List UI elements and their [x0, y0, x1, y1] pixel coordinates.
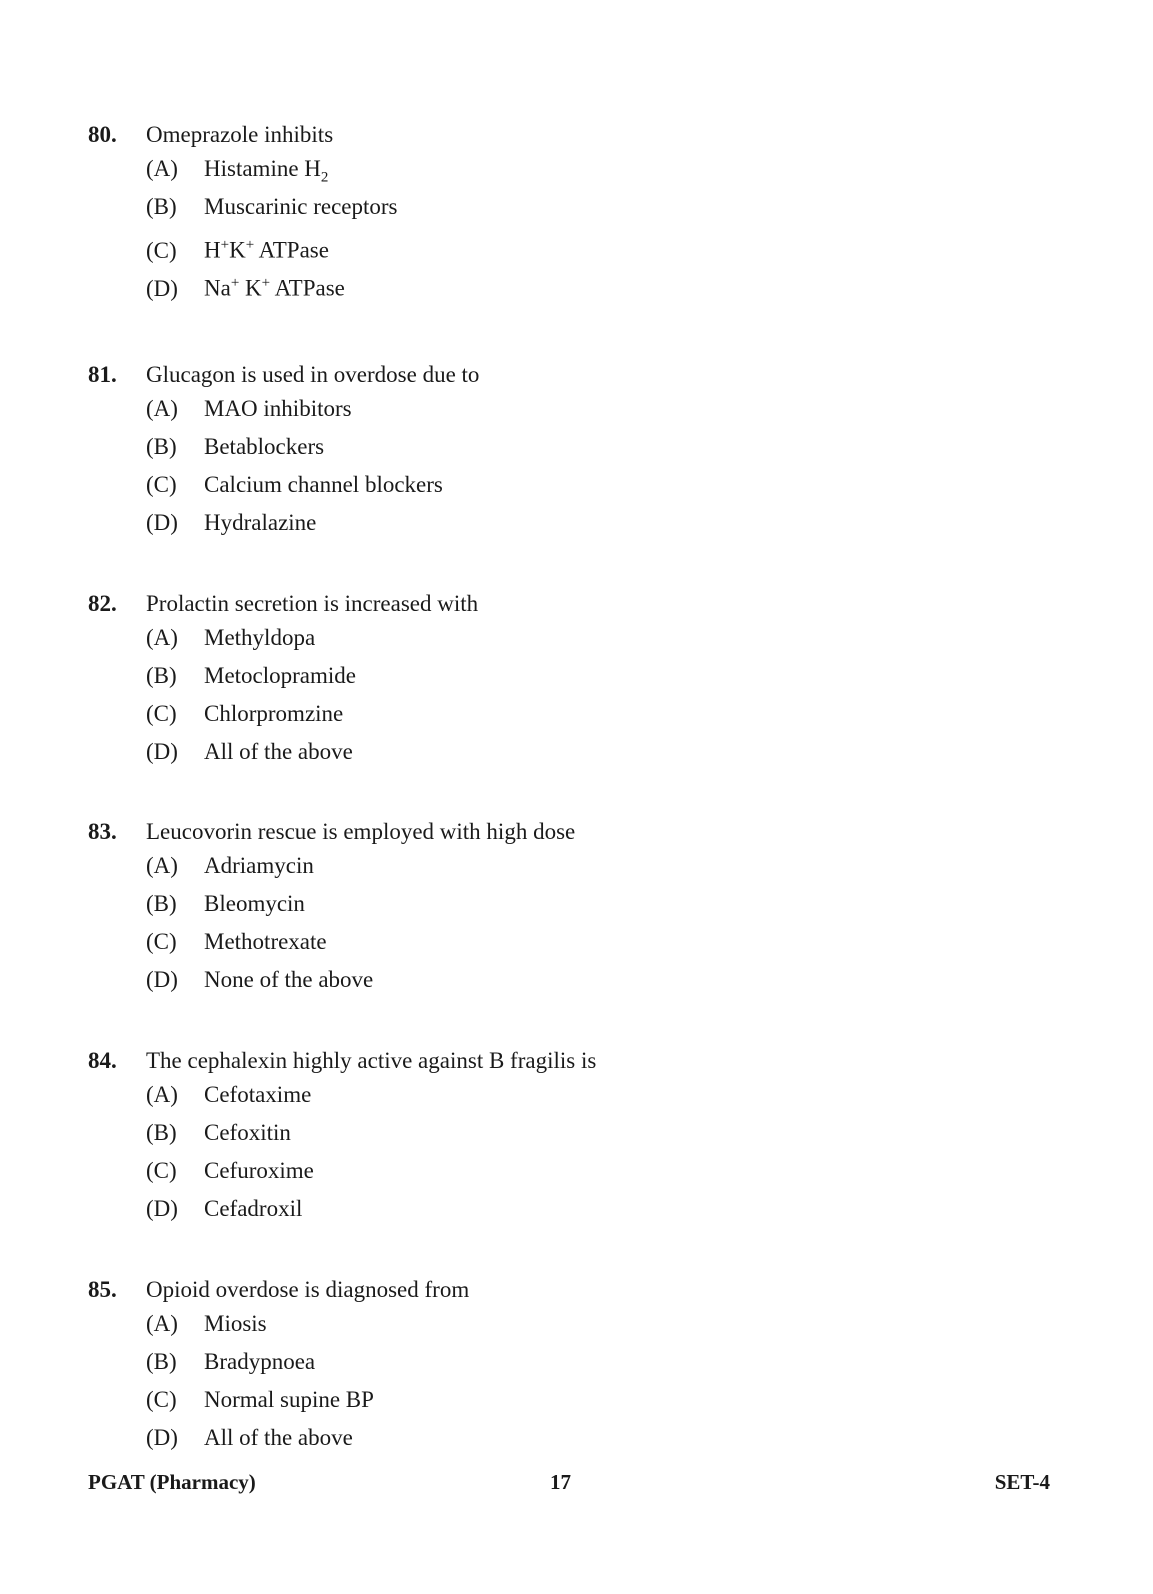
option-text: H+K+ ATPase — [204, 237, 329, 263]
options-list — [146, 1305, 1048, 1457]
option-label: (D) — [146, 510, 178, 535]
option-label: (B) — [146, 1349, 177, 1374]
option-d — [146, 733, 1048, 771]
option-c — [146, 466, 1048, 504]
option-text: Calcium channel blockers — [204, 472, 443, 497]
option-a — [146, 1076, 1048, 1114]
option-b — [146, 657, 1048, 695]
option-text: Normal supine BP — [204, 1387, 374, 1412]
question-84 — [88, 1046, 1048, 1228]
option-text: All of the above — [204, 739, 353, 764]
option-b — [146, 885, 1048, 923]
question-text: The cephalexin highly active against B fragilis is — [146, 1048, 597, 1073]
option-text: All of the above — [204, 1425, 353, 1450]
question-number: 80. — [88, 122, 117, 147]
option-label: (B) — [146, 194, 177, 219]
options-list — [146, 390, 1048, 542]
option-text: Muscarinic receptors — [204, 194, 398, 219]
page-footer — [88, 1470, 1050, 1500]
question-text: Omeprazole inhibits — [146, 122, 334, 147]
question-header — [88, 120, 1048, 150]
option-b — [146, 188, 1048, 226]
question-text: Leucovorin rescue is employed with high dose — [146, 819, 576, 844]
option-label: (A) — [146, 1082, 178, 1107]
option-text: Hydralazine — [204, 510, 317, 535]
option-text: Miosis — [204, 1311, 267, 1336]
option-text: None of the above — [204, 967, 374, 992]
option-label: (C) — [146, 1387, 177, 1412]
option-b — [146, 428, 1048, 466]
option-label: (B) — [146, 663, 177, 688]
option-label: (A) — [146, 1311, 178, 1336]
options-list — [146, 150, 1048, 302]
question-82 — [88, 589, 1048, 771]
option-text: Betablockers — [204, 434, 325, 459]
option-text: Adriamycin — [204, 853, 314, 878]
option-label: (C) — [146, 1158, 177, 1183]
question-number: 84. — [88, 1048, 117, 1073]
option-b — [146, 1343, 1048, 1381]
question-number: 85. — [88, 1277, 117, 1302]
option-a — [146, 619, 1048, 657]
question-header — [88, 589, 1048, 619]
footer-set-code: SET-4 — [994, 1470, 1050, 1494]
option-label: (C) — [146, 701, 177, 726]
option-c — [146, 923, 1048, 961]
option-text: Chlorpromzine — [204, 701, 344, 726]
option-label: (C) — [146, 472, 177, 497]
question-header — [88, 1275, 1048, 1305]
option-label: (A) — [146, 853, 178, 878]
option-label: (A) — [146, 625, 178, 650]
question-85 — [88, 1275, 1048, 1457]
option-d — [146, 961, 1048, 999]
question-header — [88, 1046, 1048, 1076]
question-text: Opioid overdose is diagnosed from — [146, 1277, 470, 1302]
option-text: Cefadroxil — [204, 1196, 303, 1221]
option-d — [146, 1419, 1048, 1457]
option-a — [146, 847, 1048, 885]
option-a — [146, 390, 1048, 428]
option-text: Methyldopa — [204, 625, 316, 650]
option-label: (B) — [146, 1120, 177, 1145]
option-text: Cefuroxime — [204, 1158, 314, 1183]
option-text: Bleomycin — [204, 891, 305, 916]
option-text: Methotrexate — [204, 929, 327, 954]
option-label: (A) — [146, 396, 178, 421]
question-header — [88, 817, 1048, 847]
option-text: MAO inhibitors — [204, 396, 352, 421]
question-header — [88, 360, 1048, 390]
option-text: Cefoxitin — [204, 1120, 291, 1145]
options-list — [146, 1076, 1048, 1228]
option-label: (D) — [146, 967, 178, 992]
option-text: Bradypnoea — [204, 1349, 316, 1374]
option-text: Na+ K+ ATPase — [204, 275, 345, 301]
option-label: (B) — [146, 434, 177, 459]
options-list — [146, 847, 1048, 999]
option-label: (A) — [146, 156, 178, 181]
options-list — [146, 619, 1048, 771]
option-d — [146, 504, 1048, 542]
option-label: (D) — [146, 1196, 178, 1221]
question-83 — [88, 817, 1048, 999]
option-c — [146, 695, 1048, 733]
option-text: Histamine $H_2$ — [204, 156, 329, 186]
question-text: Glucagon is used in overdose due to — [146, 362, 480, 387]
option-label: (C) — [146, 237, 177, 263]
option-text: Metoclopramide — [204, 663, 357, 688]
option-label: (C) — [146, 929, 177, 954]
option-d — [146, 264, 1048, 302]
option-label: (D) — [146, 275, 178, 301]
question-81 — [88, 360, 1048, 542]
option-text: Cefotaxime — [204, 1082, 312, 1107]
option-d — [146, 1190, 1048, 1228]
option-a — [146, 150, 1048, 188]
option-c — [146, 1152, 1048, 1190]
option-label: (D) — [146, 739, 178, 764]
question-number: 83. — [88, 819, 117, 844]
footer-exam-name: PGAT (Pharmacy) — [88, 1470, 256, 1494]
option-a — [146, 1305, 1048, 1343]
question-number: 82. — [88, 591, 117, 616]
option-label: (B) — [146, 891, 177, 916]
option-label: (D) — [146, 1425, 178, 1450]
question-80 — [88, 120, 1048, 302]
question-text: Prolactin secretion is increased with — [146, 591, 479, 616]
option-b — [146, 1114, 1048, 1152]
option-c — [146, 226, 1048, 264]
question-number: 81. — [88, 362, 117, 387]
option-c — [146, 1381, 1048, 1419]
page-number: 17 — [550, 1470, 571, 1494]
